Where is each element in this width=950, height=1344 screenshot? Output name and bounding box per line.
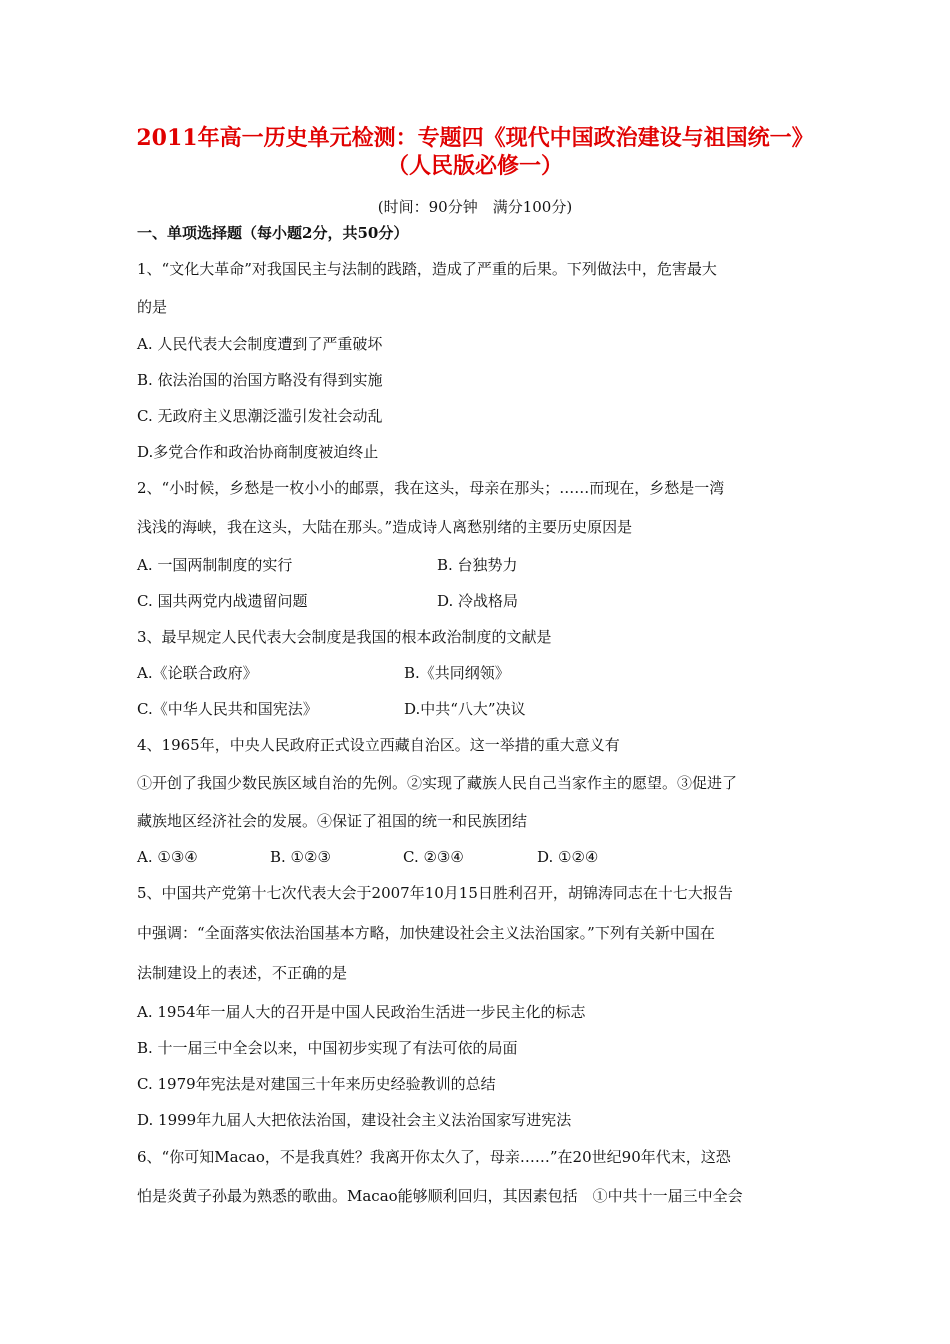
document-subtitle-edition: （人民版必修一） [386,153,563,179]
question-2-option-a: A. 一国两制制度的实行 [137,556,293,574]
question-5-stem: 5、中国共产党第十七次代表大会于2007年10月15日胜利召开，胡锦涛同志在十七大报告 [137,884,733,902]
exam-time-info: (时间：90分钟 满分100分) [377,198,573,216]
question-4-option-a: A. ①③④ [137,848,198,866]
question-1-option-c: C. 无政府主义思潮泛滥引发社会动乱 [137,407,383,425]
question-5-option-a: A. 1954年一届人大的召开是中国人民政治生活进一步民主化的标志 [137,1003,586,1021]
question-2-option-d: D. 冷战格局 [437,592,519,610]
question-2-stem: 2、“小时候，乡愁是一枚小小的邮票，我在这头，母亲在那头；……而现在，乡愁是一湾 [137,479,725,497]
question-6-stem: 6、“你可知Macao，不是我真姓？我离开你太久了，母亲……”在20世纪90年代末，这恐 [137,1148,731,1166]
question-4-option-d: D. ①②④ [537,848,599,866]
question-3-option-a: A.《论联合政府》 [137,664,258,682]
question-1-option-a: A. 人民代表大会制度遭到了严重破坏 [137,335,383,353]
question-5-stem-cont-2: 法制建设上的表述，不正确的是 [137,964,348,982]
question-6-stem-cont: 怕是炎黄子孙最为熟悉的歌曲。Macao能够顺利回归，其因素包括 ①中共十一届三中全会 [137,1187,743,1205]
question-3-option-b: B.《共同纲领》 [404,664,510,682]
question-1-stem: 1、“文化大革命”对我国民主与法制的践踏，造成了严重的后果。下列做法中，危害最大 [137,260,717,278]
question-5-stem-cont: 中强调：“全面落实依法治国基本方略，加快建设社会主义法治国家。”下列有关新中国在 [137,924,715,942]
question-2-stem-cont: 浅浅的海峡，我在这头，大陆在那头。”造成诗人离愁别绪的主要历史原因是 [137,518,633,536]
question-4-stem-cont: ①开创了我国少数民族区域自治的先例。②实现了藏族人民自己当家作主的愿望。③促进了 [137,774,738,792]
question-5-option-d: D. 1999年九届人大把依法治国，建设社会主义法治国家写进宪法 [137,1111,572,1129]
question-1-stem-cont: 的是 [137,298,168,316]
question-3-option-d: D.中共“八大”决议 [404,700,526,718]
question-1-option-b: B. 依法治国的治国方略没有得到实施 [137,371,383,389]
question-4-stem-cont-2: 藏族地区经济社会的发展。④保证了祖国的统一和民族团结 [137,812,528,830]
question-3-stem: 3、最早规定人民代表大会制度是我国的根本政治制度的文献是 [137,628,552,646]
question-3-option-c: C.《中华人民共和国宪法》 [137,700,318,718]
question-5-option-c: C. 1979年宪法是对建国三十年来历史经验教训的总结 [137,1075,496,1093]
question-1-option-d: D.多党合作和政治协商制度被迫终止 [137,443,379,461]
question-4-stem: 4、1965年，中央人民政府正式设立西藏自治区。这一举措的重大意义有 [137,736,620,754]
question-5-option-b: B. 十一届三中全会以来，中国初步实现了有法可依的局面 [137,1039,518,1057]
section-heading: 一、单项选择题（每小题2分，共50分） [137,224,409,242]
question-2-option-c: C. 国共两党内战遗留问题 [137,592,308,610]
question-2-option-b: B. 台独势力 [437,556,518,574]
document-title: 2011年高一历史单元检测：专题四《现代中国政治建设与祖国统一》 [136,125,814,151]
question-4-option-c: C. ②③④ [403,848,464,866]
question-4-option-b: B. ①②③ [270,848,331,866]
